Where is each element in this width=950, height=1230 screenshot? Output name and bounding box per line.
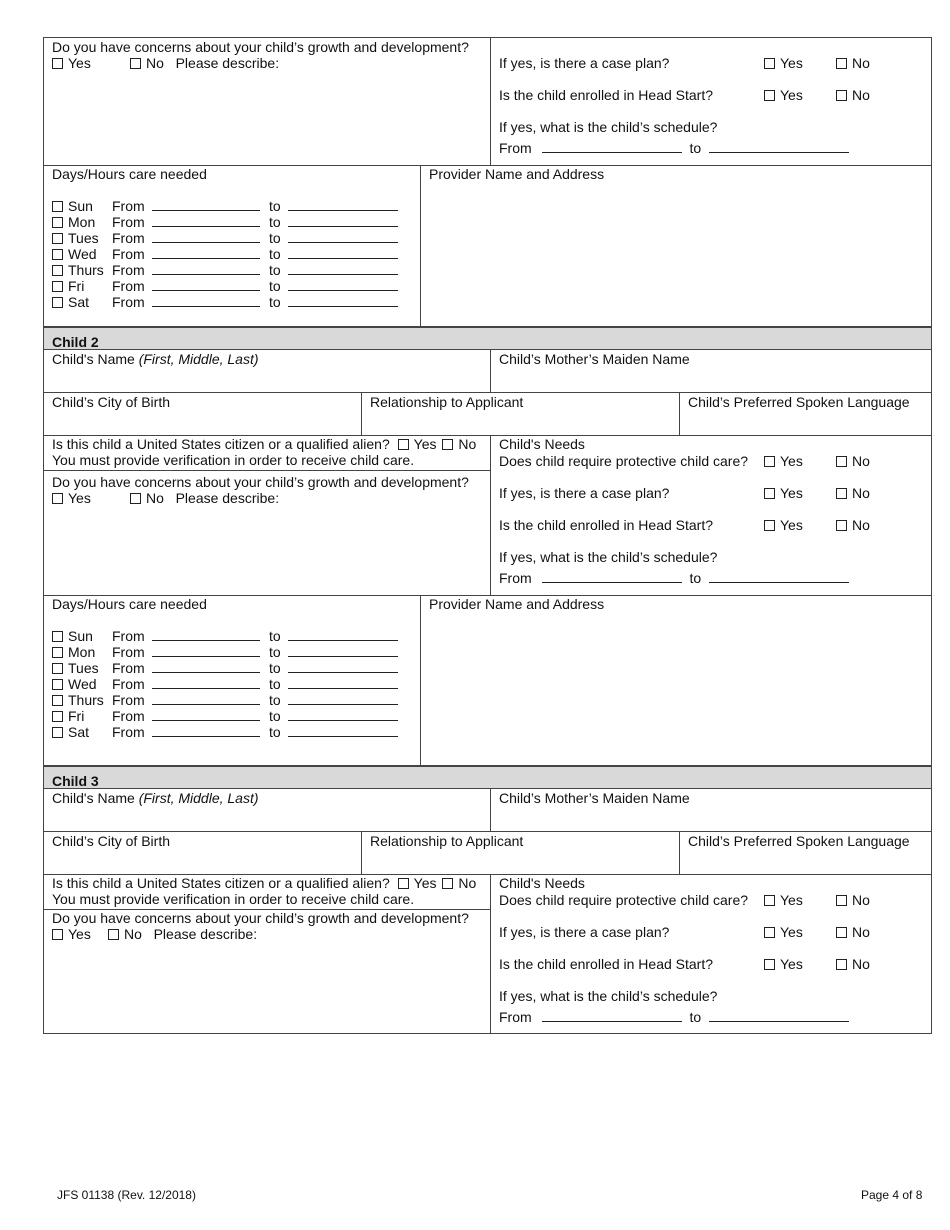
wed-checkbox[interactable] [52,249,63,260]
child3-schedule-question: If yes, what is the child’s schedule? [499,988,718,1004]
wed-from-field[interactable] [152,676,260,689]
from-label: From [112,724,145,740]
from-label: From [112,198,145,214]
tues-to-field[interactable] [288,660,398,673]
head-start-yes-checkbox[interactable] [764,90,775,101]
thurs-checkbox[interactable] [52,695,63,706]
wed-to-field[interactable] [288,246,398,259]
yes-label: Yes [780,892,803,908]
wed-from-field[interactable] [152,246,260,259]
to-label: to [269,198,281,214]
tues-checkbox[interactable] [52,233,63,244]
child3-schedule-from-field[interactable] [542,1009,682,1022]
child3-case-plan-no-checkbox[interactable] [836,927,847,938]
child3-head-start-question: Is the child enrolled in Head Start? [499,956,714,972]
child3-name-label: Child's Name (First, Middle, Last) [52,790,259,806]
yes-label: Yes [780,453,803,469]
mon-checkbox[interactable] [52,217,63,228]
no-label: No [852,55,870,71]
child2-citizen-yes-checkbox[interactable] [398,439,409,450]
to-label: to [269,708,281,724]
please-describe-label: Please describe: [153,926,258,942]
to-label: to [689,570,702,586]
from-label: From [112,676,145,692]
child2-relationship-label: Relationship to Applicant [370,394,524,410]
from-label: From [112,246,145,262]
concerns-no-checkbox[interactable] [130,58,141,69]
child3-case-plan-question: If yes, is there a case plan? [499,924,670,940]
to-label: to [269,246,281,262]
to-label: to [269,278,281,294]
head-start-no-checkbox[interactable] [836,90,847,101]
to-label: to [269,214,281,230]
schedule-question: If yes, what is the child’s schedule? [499,119,718,135]
child3-title: Child 3 [52,773,99,789]
mon-from-field[interactable] [152,214,260,227]
yes-label: Yes [780,517,803,533]
to-label: to [269,294,281,310]
to-label: to [269,230,281,246]
from-label: From [112,262,145,278]
thurs-to-field[interactable] [288,692,398,705]
case-plan-no-checkbox[interactable] [836,58,847,69]
day-label: Thurs [68,262,104,278]
day-label: Sat [68,724,90,740]
child2-schedule-question: If yes, what is the child’s schedule? [499,549,718,565]
child3-protective-yes-checkbox[interactable] [764,895,775,906]
sat-checkbox[interactable] [52,297,63,308]
yes-label: Yes [780,87,803,103]
child2-title: Child 2 [52,334,99,350]
child2-case-plan-question: If yes, is there a case plan? [499,485,670,501]
to-label: to [269,724,281,740]
child3-citizen-yes-checkbox[interactable] [398,878,409,889]
from-label: From [499,570,532,586]
to-label: to [269,660,281,676]
child2-verification-note: You must provide verification in order to receive child care. [52,452,415,468]
child3-citizen-no-checkbox[interactable] [442,878,453,889]
child3-citizen-question: Is this child a United States citizen or a qualified alien? Yes No [52,875,477,891]
child2-concerns-yes-checkbox[interactable] [52,493,63,504]
tues-from-field[interactable] [152,660,260,673]
mon-to-field[interactable] [288,214,398,227]
fri-checkbox[interactable] [52,711,63,722]
from-label: From [499,140,532,156]
yes-label: Yes [68,490,91,506]
child2-head-start-no-checkbox[interactable] [836,520,847,531]
please-describe-label: Please describe: [175,490,280,506]
from-label: From [112,294,145,310]
child2-concerns-question: Do you have concerns about your child’s growth and development? [52,474,469,490]
thurs-to-field[interactable] [288,262,398,275]
schedule-from-field[interactable] [542,140,682,153]
child2-city-label: Child’s City of Birth [52,394,171,410]
child2-head-start-yes-checkbox[interactable] [764,520,775,531]
case-plan-question: If yes, is there a case plan? [499,55,670,71]
child3-concerns-no-checkbox[interactable] [108,929,119,940]
sat-from-field[interactable] [152,294,260,307]
mon-checkbox[interactable] [52,647,63,658]
thurs-from-field[interactable] [152,262,260,275]
page-number: Page 4 of 8 [861,1188,923,1202]
tues-to-field[interactable] [288,230,398,243]
child2-schedule-from-field[interactable] [542,570,682,583]
fri-from-field[interactable] [152,708,260,721]
form-id: JFS 01138 (Rev. 12/2018) [57,1188,196,1202]
concerns-yes-checkbox[interactable] [52,58,63,69]
no-label: No [852,956,870,972]
sun-to-field[interactable] [288,198,398,211]
yes-label: Yes [68,926,91,942]
child3-needs-label: Child's Needs [499,875,585,891]
provider-label: Provider Name and Address [429,166,605,182]
child3-protective-no-checkbox[interactable] [836,895,847,906]
wed-checkbox[interactable] [52,679,63,690]
sun-to-field[interactable] [288,628,398,641]
sat-from-field[interactable] [152,724,260,737]
sun-from-field[interactable] [152,628,260,641]
thurs-checkbox[interactable] [52,265,63,276]
child3-city-label: Child’s City of Birth [52,833,171,849]
sun-checkbox[interactable] [52,631,63,642]
child2-language-label: Child’s Preferred Spoken Language [688,394,910,410]
yes-label: Yes [780,924,803,940]
tues-from-field[interactable] [152,230,260,243]
child3-concerns-yes-checkbox[interactable] [52,929,63,940]
from-label: From [112,660,145,676]
no-label: No [124,926,142,942]
no-label: No [146,490,164,506]
case-plan-yes-checkbox[interactable] [764,58,775,69]
to-label: to [269,692,281,708]
from-label: From [499,1009,532,1025]
concerns-yes-label: Yes [68,55,91,71]
wed-to-field[interactable] [288,676,398,689]
no-label: No [852,453,870,469]
child2-protective-no-checkbox[interactable] [836,456,847,467]
day-label: Tues [68,230,99,246]
days-hours-label: Days/Hours care needed [52,596,207,612]
day-label: Wed [68,246,97,262]
child2-protective-question: Does child require protective child care? [499,453,749,469]
yes-label: Yes [780,485,803,501]
schedule-to-field[interactable] [709,140,849,153]
child2-head-start-question: Is the child enrolled in Head Start? [499,517,714,533]
from-label: From [112,628,145,644]
child2-name-label: Child's Name (First, Middle, Last) [52,351,259,367]
to-label: to [689,140,702,156]
child3-head-start-yes-checkbox[interactable] [764,959,775,970]
yes-label: Yes [780,956,803,972]
tues-checkbox[interactable] [52,663,63,674]
provider-label: Provider Name and Address [429,596,605,612]
child3-concerns-question: Do you have concerns about your child’s growth and development? [52,910,469,926]
to-label: to [269,262,281,278]
child2-concerns-no-checkbox[interactable] [130,493,141,504]
day-label: Thurs [68,692,104,708]
concerns-no-label: No [146,55,164,71]
child3-relationship-label: Relationship to Applicant [370,833,524,849]
from-label: From [112,214,145,230]
child3-schedule-to-field[interactable] [709,1009,849,1022]
sat-to-field[interactable] [288,724,398,737]
to-label: to [269,628,281,644]
child2-needs-label: Child's Needs [499,436,585,452]
no-label: No [852,87,870,103]
day-label: Mon [68,644,96,660]
to-label: to [269,644,281,660]
no-label: No [852,892,870,908]
mon-from-field[interactable] [152,644,260,657]
child2-citizen-no-checkbox[interactable] [442,439,453,450]
from-label: From [112,278,145,294]
no-label: No [852,517,870,533]
no-label: No [852,924,870,940]
child3-verification-note: You must provide verification in order to receive child care. [52,891,415,907]
child2-case-plan-no-checkbox[interactable] [836,488,847,499]
day-label: Tues [68,660,99,676]
child3-language-label: Child’s Preferred Spoken Language [688,833,910,849]
sat-checkbox[interactable] [52,727,63,738]
please-describe-label: Please describe: [175,55,280,71]
thurs-from-field[interactable] [152,692,260,705]
child2-schedule-to-field[interactable] [709,570,849,583]
sat-to-field[interactable] [288,294,398,307]
days-hours-label: Days/Hours care needed [52,166,207,182]
concerns-question: Do you have concerns about your child’s growth and development? [52,39,469,55]
from-label: From [112,708,145,724]
day-label: Fri [68,278,85,294]
from-label: From [112,692,145,708]
no-label: No [852,485,870,501]
day-label: Sat [68,294,90,310]
child3-head-start-no-checkbox[interactable] [836,959,847,970]
day-label: Mon [68,214,96,230]
sun-checkbox[interactable] [52,201,63,212]
fri-checkbox[interactable] [52,281,63,292]
to-label: to [269,676,281,692]
day-label: Sun [68,198,93,214]
child3-maiden-label: Child’s Mother’s Maiden Name [499,790,690,806]
sun-from-field[interactable] [152,198,260,211]
yes-label: Yes [780,55,803,71]
from-label: From [112,230,145,246]
head-start-question: Is the child enrolled in Head Start? [499,87,714,103]
fri-to-field[interactable] [288,708,398,721]
child2-maiden-label: Child’s Mother’s Maiden Name [499,351,690,367]
child2-case-plan-yes-checkbox[interactable] [764,488,775,499]
from-label: From [112,644,145,660]
child2-citizen-question: Is this child a United States citizen or a qualified alien? Yes No [52,436,477,452]
fri-to-field[interactable] [288,278,398,291]
child3-protective-question: Does child require protective child care? [499,892,749,908]
to-label: to [689,1009,702,1025]
day-label: Wed [68,676,97,692]
fri-from-field[interactable] [152,278,260,291]
day-label: Fri [68,708,85,724]
mon-to-field[interactable] [288,644,398,657]
child2-protective-yes-checkbox[interactable] [764,456,775,467]
day-label: Sun [68,628,93,644]
child3-case-plan-yes-checkbox[interactable] [764,927,775,938]
